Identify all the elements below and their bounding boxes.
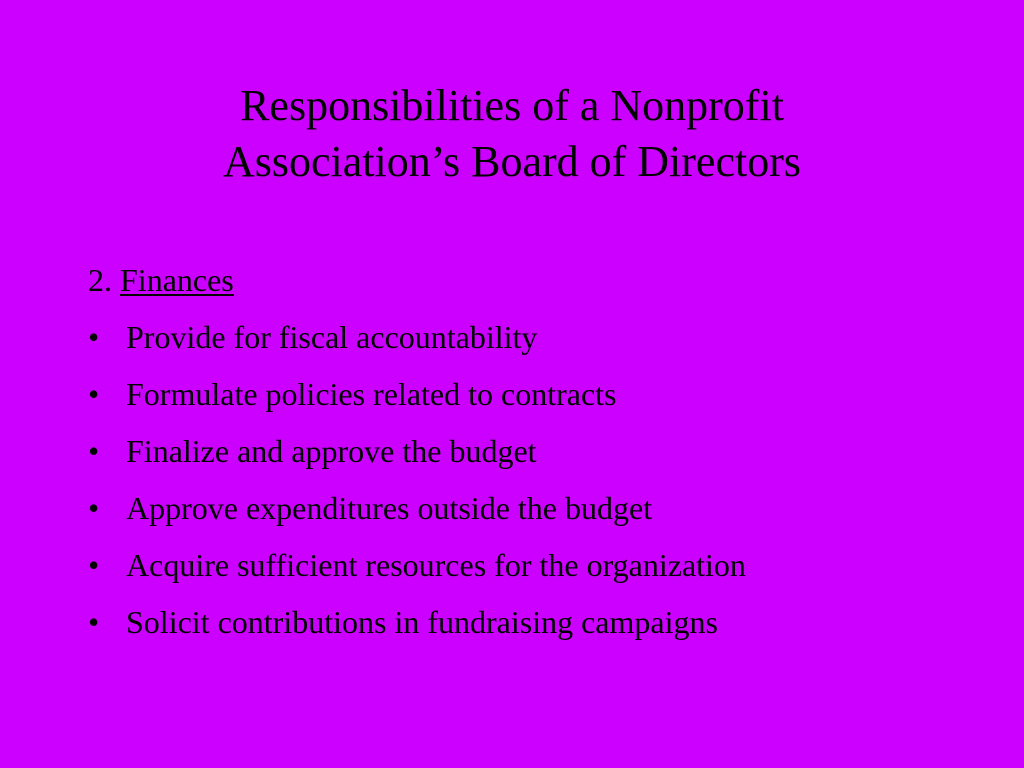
bullet-icon: • [88, 319, 100, 355]
bullet-item [88, 372, 988, 416]
slide-body [88, 258, 988, 657]
bullet-icon: • [88, 604, 100, 640]
bullet-text: Solicit contributions in fundraising campaigns [126, 604, 718, 640]
section-heading [88, 258, 988, 302]
bullet-item [88, 543, 988, 587]
bullet-text: Provide for fiscal accountability [126, 319, 538, 355]
bullet-icon: • [88, 433, 100, 469]
section-number: 2. [88, 262, 112, 298]
bullet-icon: • [88, 490, 100, 526]
bullet-item [88, 486, 988, 530]
bullet-text: Formulate policies related to contracts [126, 376, 617, 412]
section-topic: Finances [120, 262, 234, 298]
slide-title [0, 78, 1024, 190]
bullet-text: Acquire sufficient resources for the organization [126, 547, 746, 583]
bullet-item [88, 315, 988, 359]
bullet-text: Approve expenditures outside the budget [126, 490, 653, 526]
bullet-icon: • [88, 376, 100, 412]
slide-title-line-1: Responsibilities of a Nonprofit [240, 81, 784, 130]
bullet-item [88, 600, 988, 644]
bullet-icon: • [88, 547, 100, 583]
bullet-list [88, 315, 988, 644]
slide-title-line-2: Association’s Board of Directors [223, 137, 801, 186]
bullet-text: Finalize and approve the budget [126, 433, 537, 469]
bullet-item [88, 429, 988, 473]
